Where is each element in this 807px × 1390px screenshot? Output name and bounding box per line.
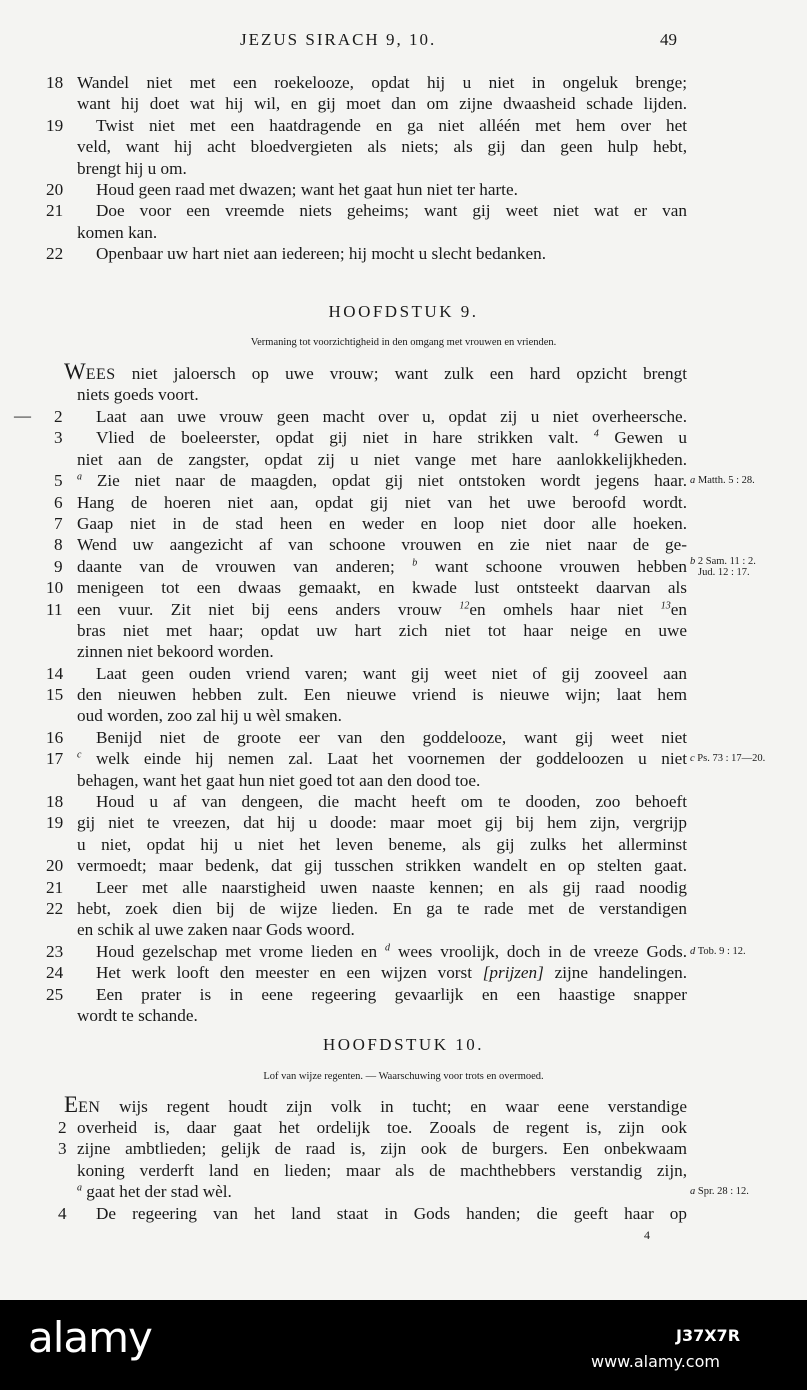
verse-line: 5 $^a$ Zie niet naar de maagden, opdat gij niet ontstoken wordt jegens haar. a Matth. 5 : 28. xyxy=(54,471,755,491)
drop-initial: E xyxy=(64,1092,79,1117)
verse-line: 21 Leer met alle naarstigheid uwen naaste kennen; en als gij raad noodig xyxy=(46,877,687,897)
stock-logo: alamy xyxy=(28,1313,152,1362)
cross-reference: c Ps. 73 : 17—20. xyxy=(690,753,766,765)
verse-line: 16 Benijd niet de groote eer van den goddelooze, want gij weet niet xyxy=(46,727,687,747)
verse-line: 24 Het werk looft den meester en een wijzen vorst [prijzen] zijne handelingen. xyxy=(46,963,688,983)
verse-line: 7 Gaap niet in de stad heen en weder en loop niet door alle hoeken. xyxy=(54,513,687,533)
chapter10-verses xyxy=(0,1093,807,1224)
verse-line: want hij doet wat hij wil, en gij moet dan om zijne dwaasheid schade lijden. xyxy=(77,94,687,114)
verse-line: bras niet met haar; opdat uw hart zich niet tot haar neige en uwe xyxy=(77,620,687,640)
running-head xyxy=(0,30,807,54)
verse-line: 8 Wend uw aangezicht af van schoone vrouwen en zie niet naar de ge- xyxy=(54,535,687,555)
verse-line: niets goeds voort. xyxy=(77,385,199,404)
verse-line: komen kan. xyxy=(77,222,158,242)
verse-line: WEES niet jaloersch op uwe vrouw; want zulk een hard opzicht brengt xyxy=(64,359,687,384)
chapter-9-heading: HOOFDSTUK 9. xyxy=(328,302,479,321)
verse-line: koning verderft land en lieden; maar als de machthebbers verstandig zijn, xyxy=(77,1160,687,1180)
margin-arrow: — xyxy=(14,406,31,425)
page-number: 49 xyxy=(660,30,677,49)
image-id: J37X7R xyxy=(676,1326,741,1345)
verse-line: en schik al uwe zaken naar Gods woord. xyxy=(77,920,355,940)
verse-line: 3 zijne ambtlieden; gelijk de raad is, zijn ook de burgers. Een onbekwaam xyxy=(58,1139,687,1159)
verse-line: behagen, want het gaat hun niet goed tot aan den dood toe. xyxy=(77,770,481,790)
cross-reference: a Matth. 5 : 28. xyxy=(690,475,755,487)
verse-line: 3 Vlied de boeleerster, opdat gij niet in hare strikken valt. $^4$ Gewen u xyxy=(54,428,687,448)
verse-line: 15 den nieuwen hebben zult. Een nieuwe vriend is nieuwe wijn; laat hem xyxy=(46,685,687,705)
drop-initial: W xyxy=(64,359,86,384)
verse-line: 10 menigeen tot een dwaas gemaakt, en kwade lust ontsteekt daarvan als xyxy=(46,578,687,598)
verse-line: zinnen niet bekoord worden. xyxy=(77,642,274,662)
verse-line: 21 Doe voor een vreemde niets geheims; want gij weet niet wat er van xyxy=(46,201,687,221)
verse-line: $^a$ gaat het der stad wèl. a Spr. 28 : 12. xyxy=(77,1182,749,1202)
chapter8-verses xyxy=(0,72,807,265)
verse-line: 25 Een prater is in eene regeering gevaarlijk en een haastige snapper xyxy=(46,984,687,1004)
verse-line: 19 Twist niet met een haatdragende en ga niet alléén met hem over het xyxy=(46,115,687,135)
verse-line: 20 vermoedt; maar bedenk, dat gij tusschen strikken wandelt en op stelten gaat. xyxy=(46,856,687,876)
verse-line: 18 Houd u af van dengeen, die macht heeft om te dooden, zoo behoeft xyxy=(46,792,687,812)
chapter-10-summary: Lof van wijze regenten. — Waarschuwing voor trots en overmoed. xyxy=(263,1071,544,1082)
verse-line: 17 $^c$ welk einde hij nemen zal. Laat het voornemen der goddeloozen u niet c Ps. 73 : 17—20. xyxy=(46,749,766,769)
verse-line: 9 daante van de vrouwen van anderen; $^b$ want schoone vrouwen hebben b 2 Sam. 11 : 2. Jud. 12 : 17. xyxy=(54,555,756,578)
verse-line: EEN wijs regent houdt zijn volk in tucht; en waar eene verstandige xyxy=(64,1092,687,1117)
verse-line: 18 Wandel niet met een roekelooze, opdat hij u niet in ongeluk brenge; xyxy=(46,73,687,92)
verse-line: 11 een vuur. Zit niet bij eens anders vrouw $^{12}$en omhels haar niet $^{13}$en xyxy=(46,599,687,619)
verse-line: niet aan de zangster, opdat zij u niet vange met hare aanlokkelijkheden. xyxy=(77,449,687,469)
chapter9-verses xyxy=(0,406,807,1026)
verse-line: 23 Houd gezelschap met vrome lieden en $^d$ wees vroolijk, doch in de vreeze Gods. d Tob. 9 : 12. xyxy=(46,941,746,961)
running-title: JEZUS SIRACH 9, 10. xyxy=(240,30,437,49)
verse-line: oud worden, zoo zal hij u wèl smaken. xyxy=(77,706,342,726)
chapter-10-heading: HOOFDSTUK 10. xyxy=(323,1035,484,1054)
cross-reference: a Spr. 28 : 12. xyxy=(690,1186,749,1198)
verse-line: brengt hij u om. xyxy=(77,158,187,178)
verse-line: wordt te schande. xyxy=(77,1005,198,1025)
catchword: 4 xyxy=(644,1228,650,1242)
chapter9-opening xyxy=(0,360,807,405)
stock-url: www.alamy.com xyxy=(591,1352,720,1371)
verse-line: veld, want hij acht bloedvergieten als niets; als gij dan geen hulp hebt, xyxy=(77,137,687,157)
verse-line: 22 hebt, zoek dien bij de wijze lieden. En ga te rade met de verstandigen xyxy=(46,898,687,918)
verse-line: 2 overheid is, daar gaat het ordelijk toe. Zooals de regent is, zijn ook xyxy=(58,1118,687,1137)
verse-line: u niet, opdat hij u niet het leven beneme, als gij zulks het allerminst xyxy=(77,834,687,854)
verse-line: 14 Laat geen ouden vriend varen; want gij weet niet of gij zooveel aan xyxy=(46,663,687,683)
cross-reference: d Tob. 9 : 12. xyxy=(690,945,746,957)
cross-reference: b 2 Sam. 11 : 2. Jud. 12 : 17. xyxy=(690,555,756,578)
chapter-9-summary: Vermaning tot voorzichtigheid in den omgang met vrouwen en vrienden. xyxy=(250,337,557,348)
verse-line: 22 Openbaar uw hart niet aan iedereen; hij mocht u slecht bedanken. xyxy=(46,244,547,264)
verse-line: 6 Hang de hoeren niet aan, opdat gij niet van het uwe beroofd wordt. xyxy=(54,492,687,512)
verse-line: 2 Laat aan uwe vrouw geen macht over u, opdat zij u niet overheersche. xyxy=(54,407,687,426)
verse-line: 4 De regeering van het land staat in Gods handen; die geeft haar op xyxy=(58,1203,687,1223)
verse-line: 19 gij niet te vreezen, dat hij u doode: maar moet gij bij hem zijn, vergrijp xyxy=(46,813,687,833)
verse-line: 20 Houd geen raad met dwazen; want het gaat hun niet ter harte. xyxy=(46,179,518,199)
